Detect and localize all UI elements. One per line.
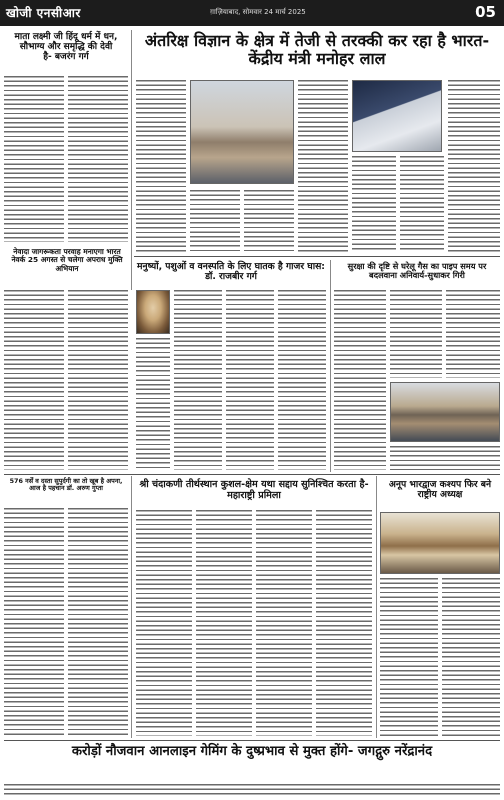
yatra-body-col3 — [256, 510, 312, 736]
safety-body-col3 — [446, 290, 500, 378]
yatra-headline: श्री चंदाकणी तीर्थस्थान कुशल-क्षेम यथा सद्दाय सुनिश्चित करता है-महाराष्ट्री प्रमिला — [139, 479, 369, 501]
space-body-col6 — [400, 156, 444, 252]
safety-body-col1 — [334, 290, 386, 470]
gaming-body-strip — [4, 784, 500, 798]
yatra-body-col1 — [136, 510, 192, 736]
dept-body-col2 — [68, 508, 128, 736]
kashyap-body-col1 — [380, 578, 438, 736]
safety-headline: सुरक्षा की दृष्टि से घरेलू गैस का पाइप समय पर बदलवाना अनिवार्य-सुधाकर गिरी — [347, 261, 487, 281]
space-body-col7 — [448, 80, 500, 252]
space-body-col4 — [298, 80, 348, 252]
rajbir-body-col3 — [278, 290, 326, 470]
rajbir-headline: मनुष्यों, पशुओं व वनस्पति के लिए घातक है गाजर घास: डॉ. राजबीर गर्ग — [137, 261, 325, 283]
yatra-body-col2 — [196, 510, 252, 736]
space-headline: अंतरिक्ष विज्ञान के क्षेत्र में तेजी से तरक्की कर रहा है भारत-केंद्रीय मंत्री मनोहर लाल — [144, 31, 490, 69]
campaign-body-col2 — [68, 290, 128, 470]
lakshmi-body-col2 — [68, 76, 128, 242]
campaign-headline: नेवादा जागरूकता परवाह मनाएगा भारत नेवर्क 25 अगस्त से चलेगा अपराध मुक्ति अभियान — [11, 247, 123, 273]
lakshmi-headline: माता लक्ष्मी जी हिंदू धर्म में धन, सौभाग्य और समृद्धि की देवी है- बजरंग गर्ग — [14, 32, 118, 63]
space-event-photo — [190, 80, 294, 184]
lakshmi-body — [4, 76, 64, 242]
kashyap-photo — [380, 512, 500, 574]
page-number: 05 — [475, 3, 496, 21]
campaign-body — [4, 290, 64, 470]
safety-photo — [390, 382, 500, 442]
page-header — [0, 0, 504, 26]
yatra-body-col4 — [316, 510, 372, 736]
space-satellite-photo — [352, 80, 442, 152]
safety-body-col2 — [390, 290, 442, 378]
masthead-brand: खोजी एनसीआर — [6, 6, 81, 20]
space-body-col2 — [190, 190, 240, 252]
rajbir-portrait — [136, 290, 170, 334]
rajbir-body-col0 — [136, 338, 170, 470]
space-body-col5 — [352, 156, 396, 252]
issue-date: ग़ाज़ियाबाद, सोमवार 24 मार्च 2025 — [210, 8, 306, 16]
dept-body-col1 — [4, 508, 64, 736]
dept-headline: 576 नर्सें व दस्ता सुपुर्दगी का तो खूब है अपना, आज है पहचान डॉ. अरुण गुप्ता — [9, 477, 123, 493]
kashyap-body-col2 — [442, 578, 500, 736]
space-body-col1 — [136, 80, 186, 252]
gaming-headline: करोड़ों नौजवान आनलाइन गेमिंग के दुष्प्रभाव से मुक्त होंगे- जगद्गुरु नरेंद्रानंद — [71, 744, 433, 759]
safety-body-col4 — [390, 446, 500, 470]
rajbir-body-col1 — [174, 290, 222, 470]
rajbir-body-col2 — [226, 290, 274, 470]
kashyap-headline: अनूप भारद्वाज कश्यप फिर बने राष्ट्रीय अध्यक्ष — [388, 479, 492, 501]
space-body-col3 — [244, 190, 294, 252]
